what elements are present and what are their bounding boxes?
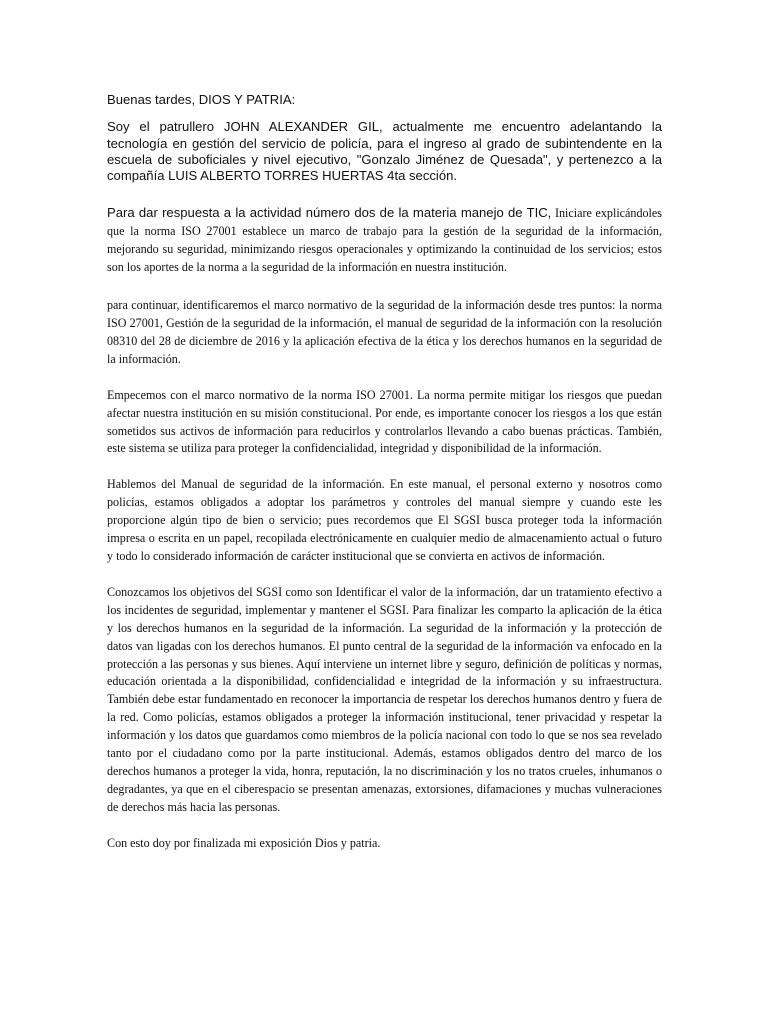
document-body — [107, 92, 662, 853]
activity-paragraph — [107, 204, 662, 277]
framework-paragraph: para continuar, identificaremos el marco normativo de la seguridad de la información desde tres puntos: la norma ISO 27001, Gestión de la seguridad de la información, el manual de seguridad de la información con la resolución 08310 del 28 de diciembre de 2016 y la aplicación efectiva de la ética y los derechos humanos en la seguridad de la información. — [107, 298, 662, 366]
intro-paragraph: Soy el patrullero JOHN ALEXANDER GIL, actualmente me encuentro adelantando la tecnología en gestión del servicio de policía, para el ingreso al grado de subintendente en la escuela de suboficiales y nivel ejecutivo, "Gonzalo Jiménez de Quesada", y pertenezco a la compañía LUIS ALBERTO TORRES HUERTAS 4ta sección. — [107, 119, 662, 184]
sgsi-paragraph: Conozcamos los objetivos del SGSI como son Identificar el valor de la información, dar un tratamiento efectivo a los incidentes de seguridad, implementar y mantener el SGSI. Para finalizar les comparto la aplicación de la ética y los derechos humanos en la seguridad de la información. La seguridad de la información y la protección de datos van ligadas con los derechos humanos. El punto central de la seguridad de la información va enfocado en la protección a las personas y sus bienes. Aquí interviene un internet libre y seguro, definición de políticas y normas, educación orientada a la disponibilidad, confidencialidad e integridad de la información y su infraestructura. También debe estar fundamentado en reconocer la importancia de respetar los derechos humanos dentro y fuera de la red. Como policías, estamos obligados a proteger la información institucional, tener privacidad y respetar la información y los datos que guardamos como miembros de la policía nacional con todo lo que se nos sea revelado tanto por el ciudadano como por la parte institucional. Además, estamos obligados dentro del marco de los derechos humanos a proteger la vida, honra, reputación, la no discriminación y los no tratos crueles, inhumanos o degradantes, ya que en el ciberespacio se presentan amenazas, extorsiones, difamaciones y muchas vulneraciones de derechos más hacia las personas. — [107, 584, 662, 814]
manual-paragraph: Hablemos del Manual de seguridad de la información. En este manual, el personal externo y nosotros como policías, estamos obligados a adoptar los parámetros y controles del manual siempre y cuando este les proporcione algún tipo de bien o servicio; pues recordemos que El SGSI busca proteger toda la información impresa o escrita en un papel, recopilada electrónicamente en cualquier medio de almacenamiento actual o futuro y todo lo considerado información de carácter institucional que se convierta en activos de información. — [107, 477, 662, 563]
iso-paragraph: Empecemos con el marco normativo de la norma ISO 27001. La norma permite mitigar los riesgos que puedan afectar nuestra institución en su misión constitucional. Por ende, es importante conocer los riesgos a los que están sometidos sus activos de información para reducirlos y controlarlos llevando a cabo buenas prácticas. También, este sistema se utiliza para proteger la confidencialidad, integridad y disponibilidad de la información. — [107, 387, 662, 456]
activity-lead: Para dar respuesta a la actividad número dos de la materia manejo de TIC, — [107, 205, 552, 221]
greeting: Buenas tardes, DIOS Y PATRIA: — [107, 92, 296, 107]
activity-rest: Iniciare explicándoles que la norma ISO 27001 establece un marco de trabajo para la gestión de la seguridad de la información, mejorando su seguridad, minimizando riesgos operacionales y optimizando la continuidad de los servicios; estos son los aportes de la norma a la seguridad de la información en nuestra institución. — [107, 206, 662, 275]
closing-paragraph: Con esto doy por finalizada mi exposición Dios y patria. — [107, 835, 381, 850]
